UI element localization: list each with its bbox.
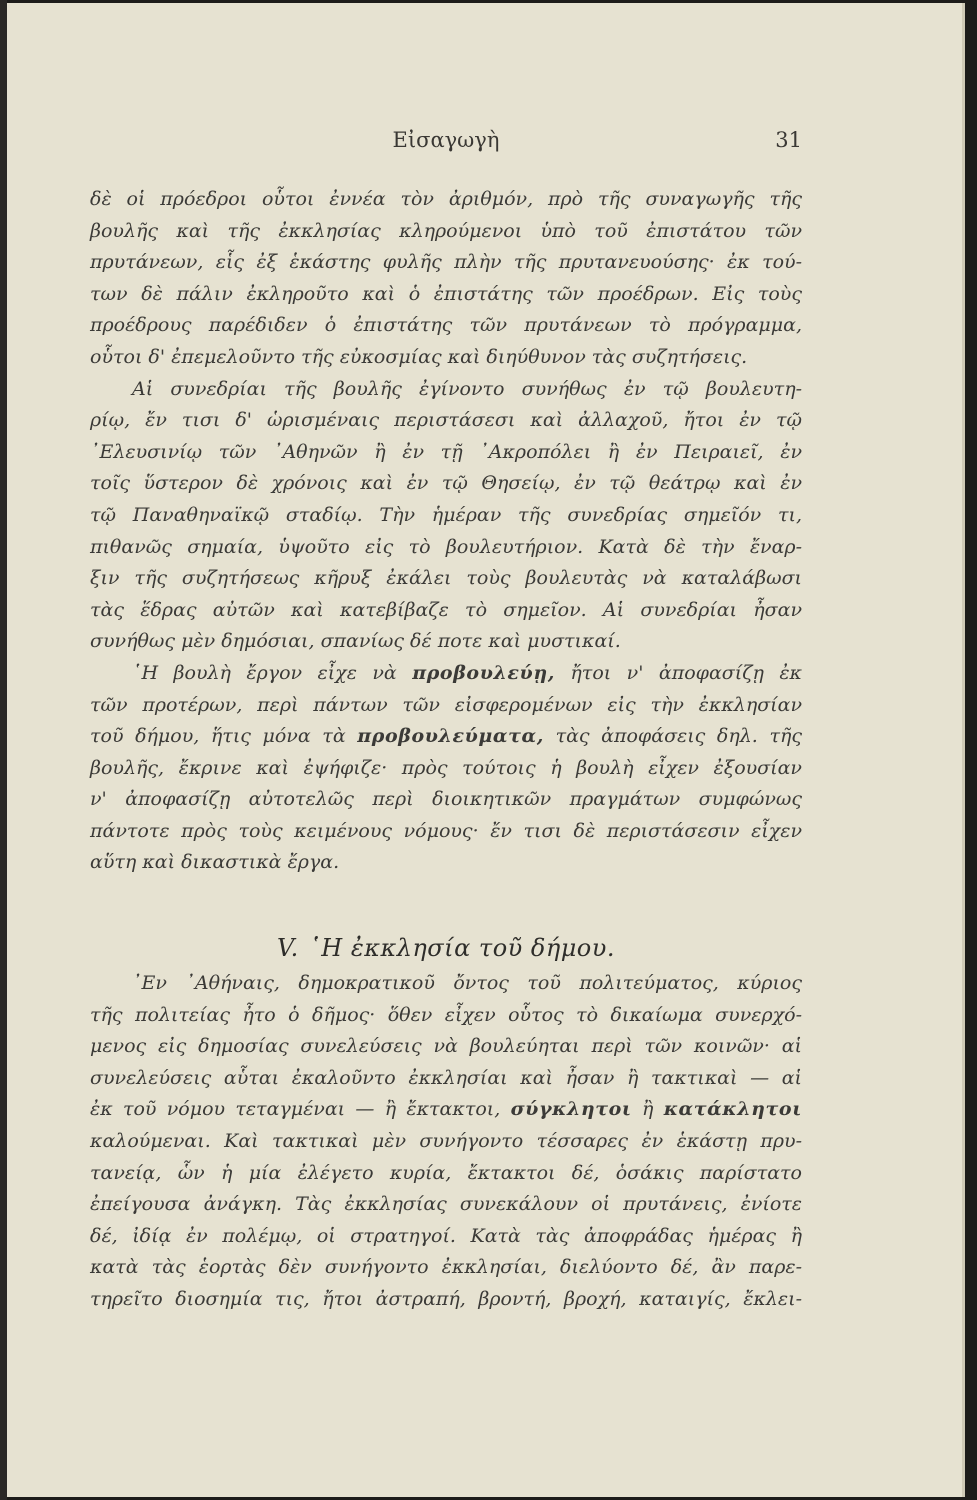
text-line: καλούμεναι. Καὶ τακτικαὶ μὲν συνήγοντο τέσσαρες ἐν ἑκάστῃ πρυ- [90, 1129, 802, 1152]
paragraph-assembly [90, 968, 802, 1316]
text-line: δὲ οἱ πρόεδροι οὗτοι ἐννέα τὸν ἀριθμόν, πρὸ τῆς συναγωγῆς τῆς [90, 188, 802, 210]
section-numeral: V. [277, 934, 299, 962]
text-line: δέ, ἰδίᾳ ἐν πολέμῳ, οἱ στρατηγοί. Κατὰ τὰς ἀποφράδας ἡμέρας ἢ [90, 1224, 802, 1247]
body-text-lower [90, 968, 802, 1316]
text-line [90, 658, 802, 690]
emphasized-term: σύγκλητοι [510, 1098, 632, 1121]
text-line: των δὲ πάλιν ἐκληροῦτο καὶ ὁ ἐπιστάτης τῶν προέδρων. Εἰς τοὺς [90, 282, 802, 305]
text-line: ᾿Ελευσινίῳ τῶν ᾿Αθηνῶν ἢ ἐν τῇ ᾿Ακροπόλει ἢ ἐν Πειραιεῖ, ἐν [90, 440, 802, 463]
text-line: τῶν προτέρων, περὶ πάντων τῶν εἰσφερομένων εἰς τὴν ἐκκλησίαν [90, 693, 802, 716]
text-line: τηρεῖτο διοσημία τις, ἤτοι ἀστραπή, βροντή, βροχή, καταιγίς, ἔκλει- [90, 1287, 802, 1310]
text-line: συνήθως μὲν δημόσιαι, σπανίως δέ ποτε καὶ μυστικαί. [90, 630, 621, 653]
text-line: ἐπείγουσα ἀνάγκη. Τὰς ἐκκλησίας συνεκάλουν οἱ πρυτάνεις, ἐνίοτε [90, 1193, 802, 1216]
paragraph-council-duties [90, 658, 802, 879]
text-line: τοῖς ὕστερον δὲ χρόνοις καὶ ἐν τῷ Θησείῳ, ἐν τῷ θεάτρῳ καὶ ἐν [90, 472, 802, 495]
text-line: κατὰ τὰς ἑορτὰς δὲν συνήγοντο ἐκκλησίαι, διελύοντο δέ, ἂν παρε- [90, 1256, 802, 1279]
text-line: τῷ Παναθηναϊκῷ σταδίῳ. Τὴν ἡμέραν τῆς συνεδρίας σημεῖόν τι, [90, 503, 802, 526]
emphasized-term: προβουλεύματα, [357, 725, 544, 748]
page-number: 31 [775, 128, 802, 152]
text-run: ἤτοι ν' ἀποφασίζῃ ἐκ [554, 661, 802, 684]
text-run: τὰς ἀποφάσεις δηλ. τῆς [543, 725, 802, 748]
text-line: πρυτάνεων, εἷς ἐξ ἑκάστης φυλῆς πλὴν τῆς πρυτανευούσης· ἐκ τού- [90, 251, 802, 274]
text-run: ῾Η βουλὴ ἔργον εἶχε νὰ [132, 661, 413, 684]
text-line: προέδρους παρέδιδεν ὁ ἐπιστάτης τῶν πρυτάνεων τὸ πρόγραμμα, [90, 314, 802, 337]
text-line: τανείᾳ, ὧν ἡ μία ἐλέγετο κυρία, ἔκτακτοι δέ, ὁσάκις παρίστατο [90, 1161, 802, 1184]
paragraph-council-sessions [90, 374, 802, 658]
paragraph-presiding-officers [90, 184, 802, 374]
text-line: βουλῆς καὶ τῆς ἐκκλησίας κληρούμενοι ὑπὸ τοῦ ἐπιστάτου τῶν [90, 219, 802, 242]
text-line: οὗτοι δ' ἐπεμελοῦντο τῆς εὐκοσμίας καὶ διηύθυνον τὰς συζητήσεις. [90, 345, 748, 368]
section-title: ῾Η ἐκκλησία τοῦ δήμου. [308, 934, 615, 962]
text-line [90, 1094, 802, 1126]
text-line: πάντοτε πρὸς τοὺς κειμένους νόμους· ἔν τισι δὲ περιστάσεσιν εἶχεν [90, 819, 802, 842]
text-line: τῆς πολιτείας ἦτο ὁ δῆμος· ὅθεν εἶχεν οὗτος τὸ δικαίωμα συνερχό- [90, 1003, 802, 1026]
emphasized-term: κατάκλητοι [663, 1098, 802, 1121]
text-line: Αἱ συνεδρίαι τῆς βουλῆς ἐγίνοντο συνήθως ἐν τῷ βουλευτη- [132, 377, 802, 400]
text-line: μενος εἰς δημοσίας συνελεύσεις νὰ βουλεύηται περὶ τῶν κοινῶν· αἱ [90, 1035, 802, 1058]
scan-left-edge [0, 0, 7, 1500]
body-text-upper [90, 184, 802, 879]
section-heading [90, 934, 802, 962]
emphasized-term: προβουλεύῃ, [412, 661, 555, 684]
text-line: τὰς ἕδρας αὐτῶν καὶ κατεβίβαζε τὸ σημεῖον. Αἱ συνεδρίαι ἦσαν [90, 598, 802, 621]
text-line: βουλῆς, ἔκρινε καὶ ἐψήφιζε· πρὸς τούτοις ἡ βουλὴ εἶχεν ἐξουσίαν [90, 756, 802, 779]
running-title: Εἰσαγωγὴ [392, 128, 500, 152]
text-line [90, 721, 802, 753]
text-run: ἐκ τοῦ νόμου τεταγμέναι — ἢ ἔκτακτοι, [90, 1098, 511, 1121]
text-line: ρίῳ, ἔν τισι δ' ὡρισμέναις περιστάσεσι καὶ ἀλλαχοῦ, ἤτοι ἐν τῷ [90, 409, 802, 432]
text-line: πιθανῶς σημαία, ὑψοῦτο εἰς τὸ βουλευτήριον. Κατὰ δὲ τὴν ἔναρ- [90, 535, 802, 558]
text-line: συνελεύσεις αὗται ἐκαλοῦντο ἐκκλησίαι καὶ ἦσαν ἢ τακτικαὶ — αἱ [90, 1066, 802, 1089]
text-run: ἢ [631, 1098, 664, 1121]
running-header [90, 128, 802, 158]
text-line: αὕτη καὶ δικαστικὰ ἔργα. [90, 851, 340, 874]
text-line: ν' ἀποφασίζῃ αὐτοτελῶς περὶ διοικητικῶν πραγμάτων συμφώνως [90, 788, 802, 811]
text-line: ᾿Εν ᾿Αθήναις, δημοκρατικοῦ ὄντος τοῦ πολιτεύματος, κύριος [132, 972, 802, 994]
text-run: τοῦ δήμου, ἥτις μόνα τὰ [90, 725, 358, 748]
text-line: ξιν τῆς συζητήσεως κῆρυξ ἐκάλει τοὺς βουλευτὰς νὰ καταλάβωσι [90, 567, 802, 590]
